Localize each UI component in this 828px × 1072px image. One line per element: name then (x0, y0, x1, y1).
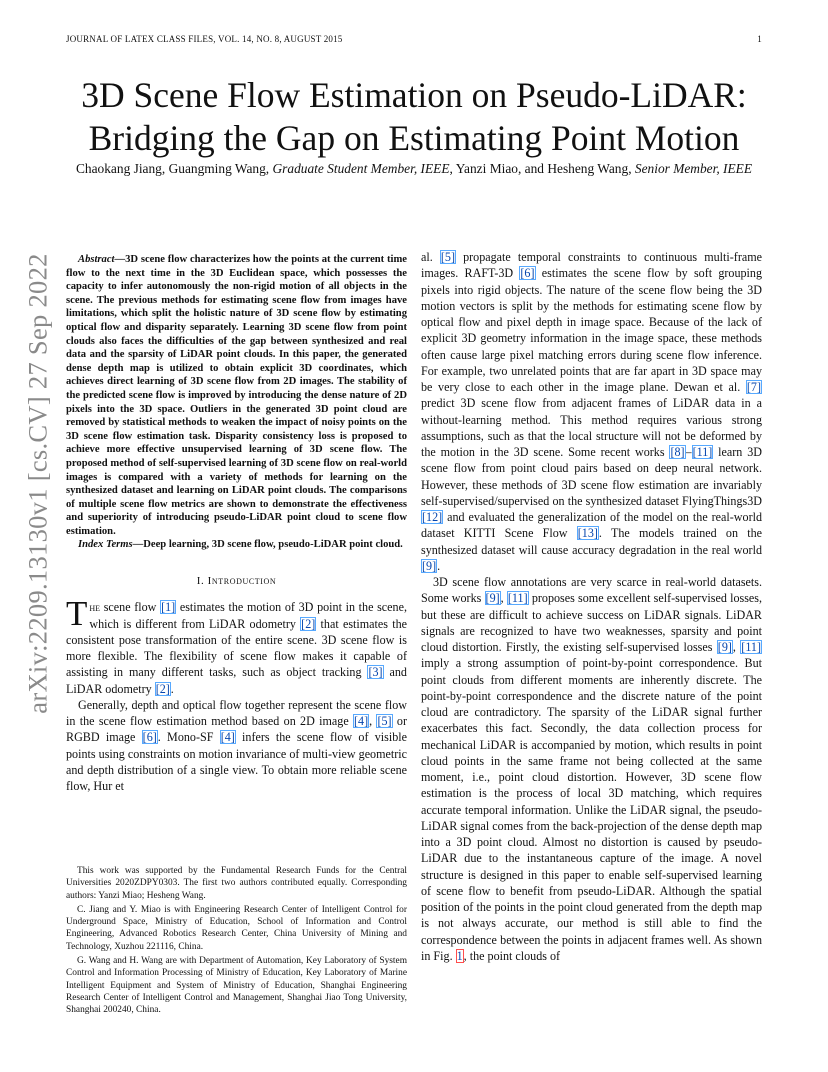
section-title: Introduction (207, 575, 277, 588)
citation-link[interactable]: [11] (507, 591, 528, 606)
abstract (66, 253, 407, 552)
text-run: and LiDAR odometry (66, 665, 407, 696)
authors-affil-b: Graduate Student Member, IEEE (272, 161, 450, 176)
index-terms-label: Index Terms (78, 539, 133, 551)
citation-link[interactable]: [11] (741, 640, 761, 654)
footnote-affiliation-2: G. Wang and H. Wang are with Department of Automation, Key Laboratory of System Control and Information Processing of Ministry of Education, Key Laboratory of Marine Intelligent Equipment and System of Ministry of Education, Shanghai Engineering Research Center of Intelligent Control and Management, Shanghai Jiao Tong University, Shanghai 200240, China. (66, 956, 407, 1016)
arxiv-stamp[interactable] (20, 252, 56, 714)
text-run: estimates the motion of 3D point in the scene, which is different from LiDAR odometry (89, 600, 407, 631)
text-run: . Mono-SF (157, 730, 220, 745)
citation-link[interactable]: [6] (520, 266, 535, 281)
lead-word: he (89, 600, 101, 615)
intro-paragraph-1 (66, 594, 407, 697)
citation-link[interactable]: [1] (161, 600, 176, 615)
section-heading-introduction (66, 573, 407, 589)
text-run: al. (421, 250, 440, 264)
text-run: . (437, 558, 441, 573)
citation-link[interactable]: [9] (422, 558, 437, 573)
text-run: estimates the scene flow by soft grouping pixels into rigid objects. The nature of the scene flow being the 3D motion vectors is split by the methods for estimating scene flow by optical flow and pixel depth in image space. Because of the lack of explicit 3D geometry information in the image space, these methods often cause large pixel matching errors during scene flow inference. For example, two unrelated points that are far apart in 3D space may be very close to each other in the image plane. Dewan et al. (421, 266, 763, 394)
journal-name: JOURNAL OF LATEX CLASS FILES, VOL. 14, NO. 8, AUGUST 2015 (66, 34, 343, 44)
text-run: or RGBD image (66, 714, 407, 745)
intro-paragraph-4 (421, 574, 762, 964)
text-run: proposes some excellent self-supervised losses, but these are difficult to achieve success on LiDAR signals. LiDAR signals are recognized to have two weaknesses, sparsity and point cloud distortion. Firstly, the existing self-supervised losses (421, 591, 763, 654)
right-column (421, 249, 762, 964)
text-run: that estimates the consistent pose transformation of the entire scene. 3D scene flow is more flexible. The flexibility of scene flow makes it capable of assisting in many different tasks, such as object tracking (66, 616, 407, 680)
intro-paragraph-2 (66, 697, 407, 795)
authors-part-a: Chaokang Jiang, Guangming Wang, (75, 161, 273, 176)
citation-link[interactable]: [4] (220, 730, 235, 745)
paper-title: 3D Scene Flow Estimation on Pseudo-LiDAR: Bridging the Gap on Estimating Point Motion (81, 75, 747, 158)
text-run: propagate temporal constraints to continuous multi-frame images. RAFT-3D (421, 250, 762, 281)
text-run: imply a strong assumption of point-by-point correspondence. But point clouds from different moments are inherently discrete. The point-by-point correspondence and the discrete nature of the point cloud are contradictory. The sparsity of the LiDAR signal further exacerbates this fact. Secondly, the data collection process for mechanical LiDAR is accompanied by motion, which results in point cloud points in the same frame not being collected at the same moment, i.e., point cloud distortion. However, 3D scene flow estimation is the process of local 3D matching, which requires accurate temporal information. Unlike the LiDAR signal, the pseudo-LiDAR signal comes from the back-projection of the dense depth map into a 3D point cloud. Almost no distortion is caused by pseudo-LiDAR due to the instantaneous capture of the image. A novel structure is designed in this paper to enable self-supervised learning of scene flow to benefit from pseudo-LiDAR. Although the spatial position of the points in the point cloud generated from the depth map is not always accurate, our method is still able to find the correspondence between the points in adjacent frames well. As shown in Fig. (421, 656, 762, 963)
text-run: , (369, 714, 377, 729)
text-run: scene flow (100, 600, 161, 615)
text-run: and evaluated the generalization of the model on the real-world dataset KITTI Scene Flow (421, 510, 762, 541)
author-list (66, 159, 762, 178)
section-number: I. (196, 575, 208, 588)
index-terms-text: —Deep learning, 3D scene flow, pseudo-LiDAR point cloud. (132, 539, 403, 551)
citation-link[interactable]: [12] (422, 510, 443, 524)
citation-link[interactable]: [5] (440, 250, 455, 264)
citation-link[interactable]: [7] (746, 380, 761, 394)
intro-paragraph-3 (421, 249, 762, 574)
citation-link[interactable]: [8] (670, 445, 685, 459)
citation-link[interactable]: [9] (717, 640, 732, 654)
citation-link[interactable]: [11] (692, 445, 713, 459)
text-run: . The models trained on the synthesized dataset will cause accuracy degradation in the real world (421, 526, 762, 557)
text-run: , (732, 640, 741, 654)
abstract-label: Abstract (78, 254, 115, 265)
drop-cap: T (66, 594, 88, 634)
page-number: 1 (757, 34, 762, 44)
running-head (66, 34, 762, 44)
footnotes (66, 865, 407, 1019)
arxiv-identifier[interactable]: arXiv:2209.13130v1 [cs.CV] 27 Sep 2022 (22, 252, 53, 714)
text-run: – (685, 445, 692, 459)
text-run: predict 3D scene flow from adjacent frames of LiDAR data in a without-learning method. This method requires various strong assumptions, such as that the local structure will not be deformed by the motion in the 3D scene. Some recent works (421, 396, 762, 459)
footnote-funding: This work was supported by the Fundamental Research Funds for the Central Universities 2020ZDPY0303. The first two authors contributed equally. Corresponding authors: Yanzi Miao; Hesheng Wang. (66, 866, 407, 901)
authors-part-c: , Yanzi Miao, and Hesheng Wang, (449, 161, 635, 176)
footnote-affiliation-1: C. Jiang and Y. Miao is with Engineering Research Center of Intelligent Control for Underground Space, Ministry of Education, School of Information and Control Engineering, Advanced Robotics Research Center, China University of Mining and Technology, Xuzhou 221116, China. (66, 904, 407, 952)
abstract-text: —3D scene flow characterizes how the points at the current time flow to the next time in the 3D Euclidean space, which possesses the capacity to infer autonomously the non-rigid motion of all objects in the scene. The previous methods for estimating scene flow from images have limitations, which split the holistic nature of 3D scene flow by estimating optical flow and disparity separately. Learning 3D scene flow from point clouds also faces the difficulties of the gap between synthesized and real data and the sparsity of LiDAR point clouds. In this paper, the generated dense depth map is utilized to obtain explicit 3D coordinates, which achieves direct learning of 3D scene flow from 2D images. The stability of the predicted scene flow is improved by introducing the dense nature of 2D pixels into the 3D space. Outliers in the generated 3D point cloud are removed by statistical methods to weaken the impact of noisy points on the 3D scene flow estimation task. Disparity consistency loss is proposed to achieve more effective unsupervised learning of 3D scene flow. The proposed method of self-supervised learning of 3D scene flow on real-world images is compared with a variety of methods for learning on the synthesized dataset and learning on LiDAR point clouds. The comparisons of multiple scene flow metrics are shown to demonstrate the effectiveness and superiority of introducing pseudo-LiDAR point cloud to scene flow estimation. (66, 254, 407, 537)
text-run: , (500, 591, 507, 606)
text-run: infers the scene flow of visible points using constraints on motion invariance of multi-view geometric and depth distribution of a single view. To obtain more reliable scene flow, Hur et (66, 730, 407, 794)
citation-link[interactable]: [13] (577, 526, 598, 541)
citation-link[interactable]: [6] (142, 730, 157, 745)
citation-link[interactable]: [5] (377, 714, 392, 729)
text-run: Generally, depth and optical flow together represent the scene flow in the scene flow estimation method based on 2D image (66, 697, 407, 729)
citation-link[interactable]: [4] (354, 714, 369, 729)
left-column (66, 253, 407, 794)
text-run: 3D scene flow annotations are very scarce in real-world datasets. Some works (421, 575, 762, 606)
text-run: learn 3D scene flow from point cloud pairs based on deep neural network. However, these methods of 3D scene flow estimation are invariably self-supervised/supervised on the synthesized dataset FlyingThings3D (421, 445, 763, 508)
citation-link[interactable]: [2] (301, 616, 316, 631)
text-run: . (170, 681, 174, 696)
citation-link[interactable]: [2] (155, 681, 170, 696)
index-terms (66, 538, 407, 552)
figure-link[interactable]: 1 (456, 948, 463, 963)
authors-affil-d: Senior Member, IEEE (634, 161, 753, 176)
text-run: , the point clouds of (463, 948, 561, 963)
citation-link[interactable]: [9] (485, 591, 500, 606)
citation-link[interactable]: [3] (368, 665, 383, 680)
